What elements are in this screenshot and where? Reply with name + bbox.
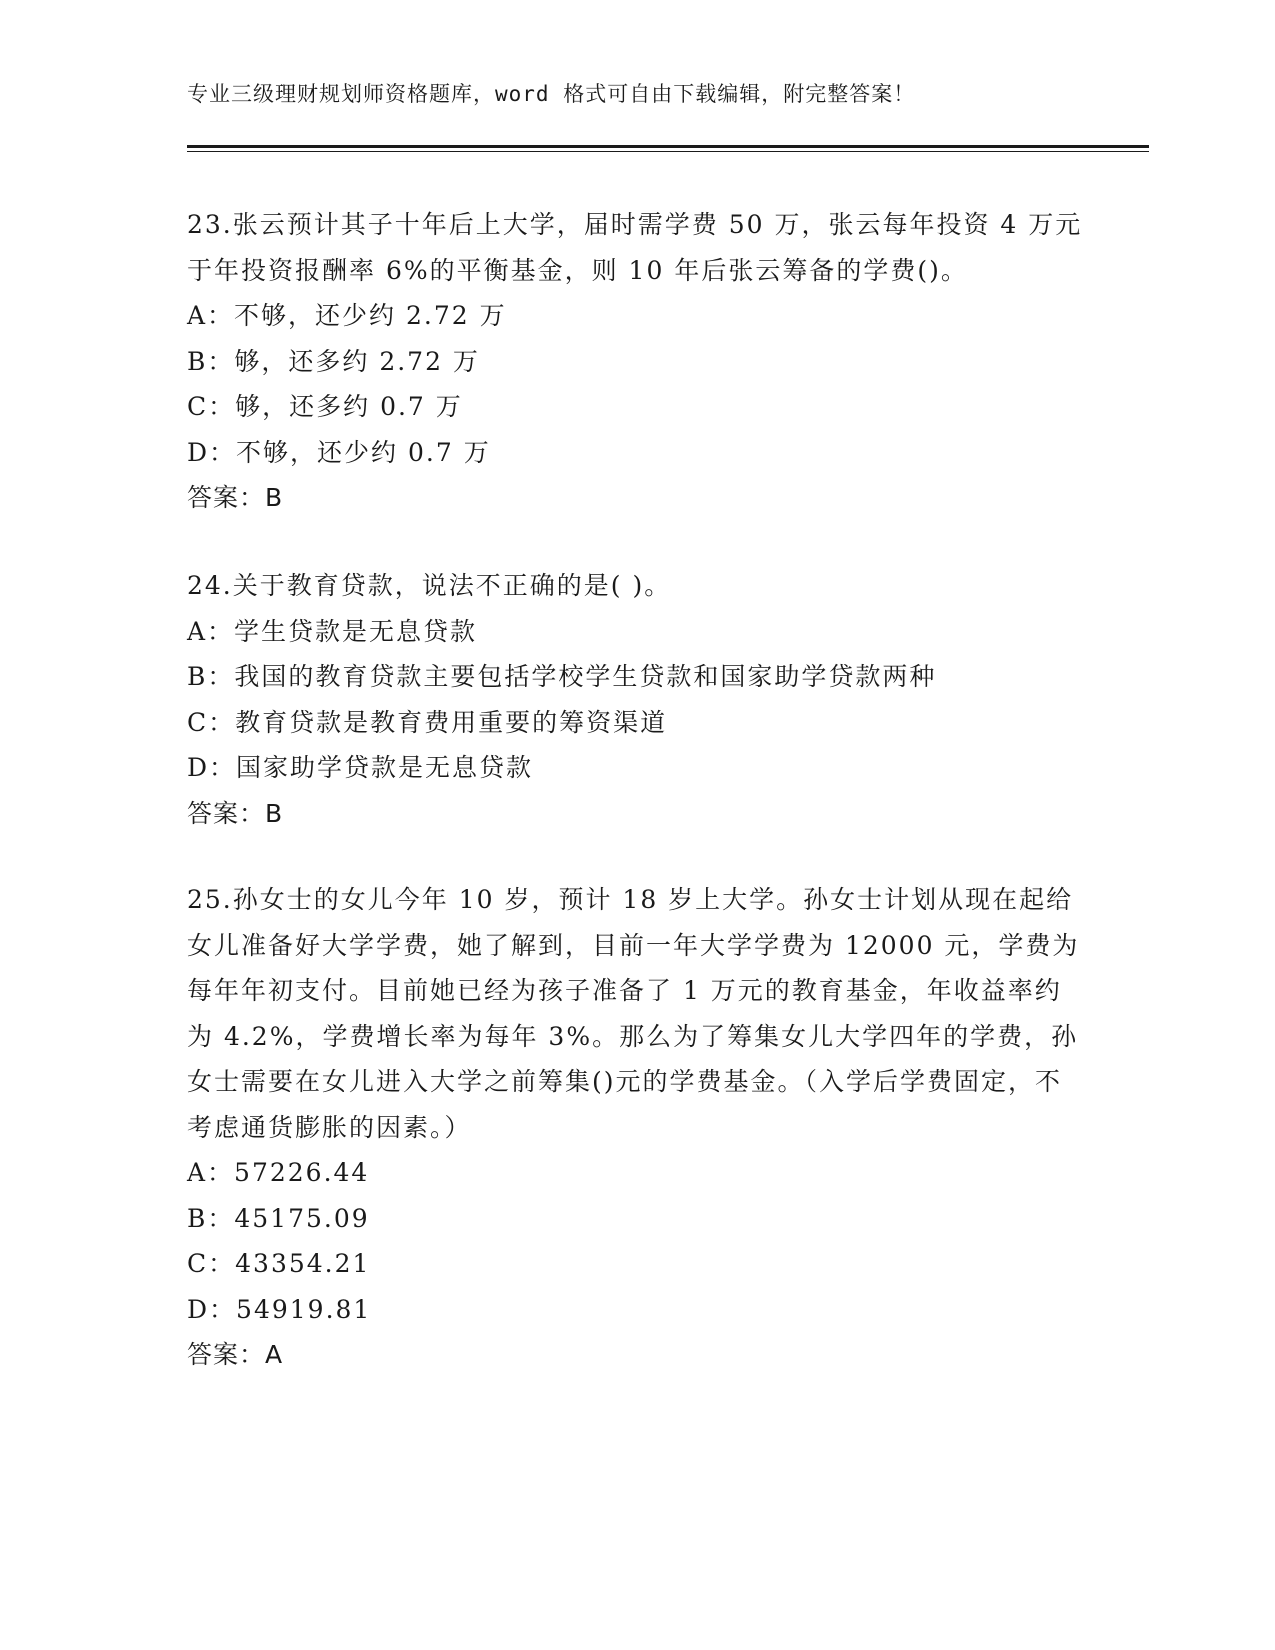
header-divider-thin bbox=[187, 151, 1149, 152]
option-d: D：不够，还少约 0.7 万 bbox=[187, 437, 491, 467]
answer-line: 答案：B bbox=[187, 483, 284, 512]
option-b: B：够，还多约 2.72 万 bbox=[187, 346, 480, 376]
question-23 bbox=[187, 202, 1087, 521]
option-a: A：不够，还少约 2.72 万 bbox=[187, 301, 507, 330]
option-d: D：54919.81 bbox=[187, 1294, 372, 1324]
question-stem: 25.孙女士的女儿今年 10 岁，预计 18 岁上大学。孙女士计划从现在起给女儿准备好大学学费，她了解到，目前一年大学学费为 12000 元，学费为每年年初支付。目前她已经为孩子准备了 1 万元的教育基金，年收益率约为 4.2%，学费增长率为每年 3%。那么为了筹集女儿大学四年的学费，孙女士需要在女儿进入大学之前筹集()元的学费基金。（入学后学费固定，不考虑通货膨胀的因素。） bbox=[187, 885, 1080, 1142]
question-stem: 23.张云预计其子十年后上大学，届时需学费 50 万，张云每年投资 4 万元于年投资报酬率 6%的平衡基金，则 10 年后张云筹备的学费()。 bbox=[187, 210, 1083, 285]
question-25 bbox=[187, 877, 1087, 1378]
answer-line: 答案：B bbox=[187, 798, 284, 828]
option-a: A：学生贷款是无息贷款 bbox=[187, 616, 478, 646]
answer-line: 答案：A bbox=[187, 1340, 284, 1369]
option-c: C：教育贷款是教育费用重要的筹资渠道 bbox=[187, 707, 668, 737]
option-b: B：45175.09 bbox=[187, 1203, 370, 1233]
option-d: D：国家助学贷款是无息贷款 bbox=[187, 753, 534, 782]
option-c: C：够，还多约 0.7 万 bbox=[187, 392, 463, 421]
option-b: B：我国的教育贷款主要包括学校学生贷款和国家助学贷款两种 bbox=[187, 662, 937, 691]
question-stem: 24.关于教育贷款，说法不正确的是( )。 bbox=[187, 571, 672, 600]
page-header: 专业三级理财规划师资格题库，word 格式可自由下载编辑，附完整答案！ bbox=[187, 82, 916, 106]
option-c: C：43354.21 bbox=[187, 1249, 371, 1278]
question-24 bbox=[187, 563, 1087, 836]
header-divider-thick bbox=[187, 145, 1149, 148]
option-a: A：57226.44 bbox=[187, 1158, 370, 1187]
